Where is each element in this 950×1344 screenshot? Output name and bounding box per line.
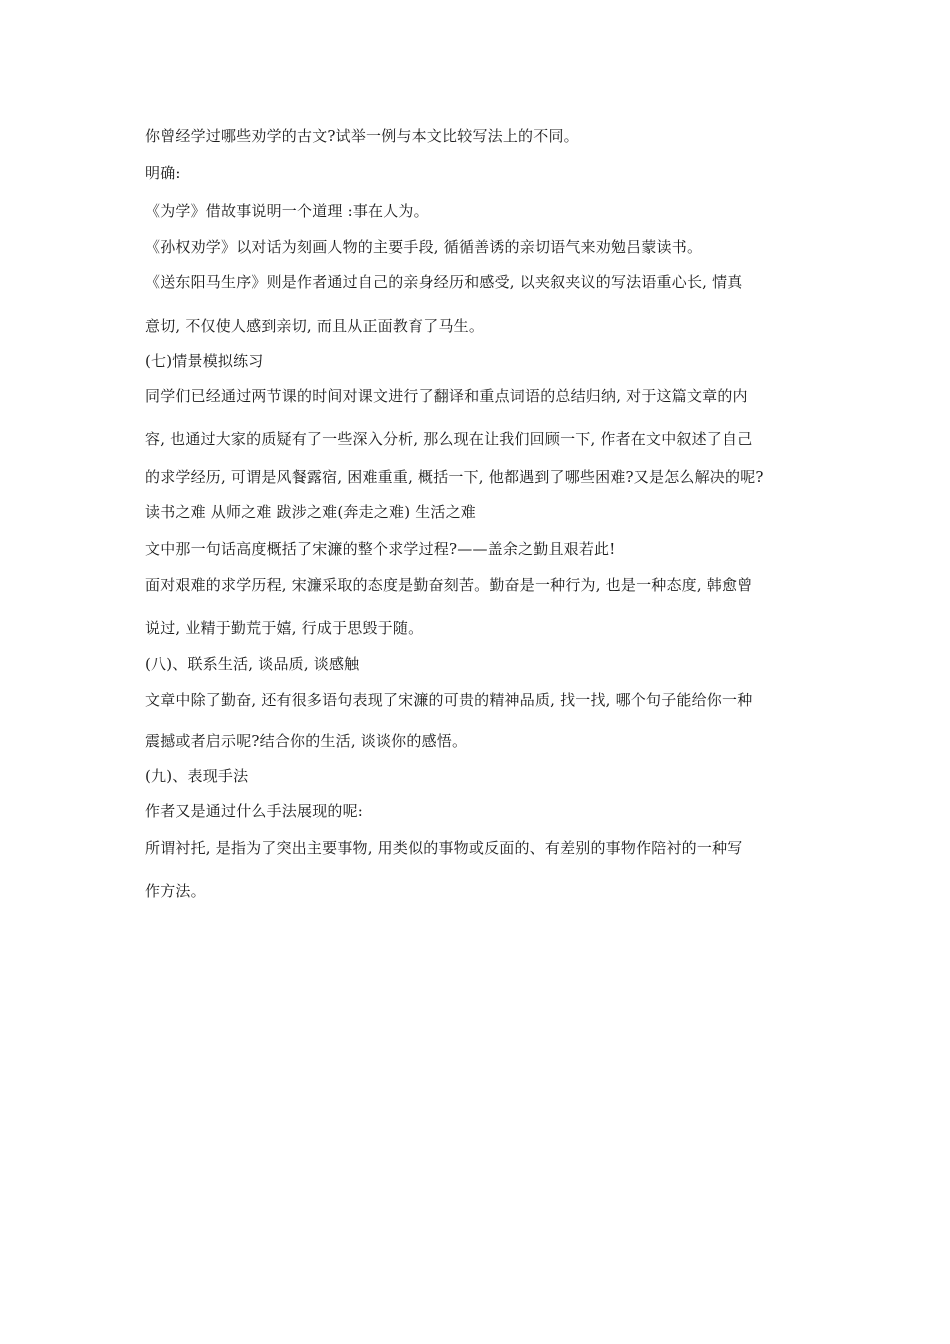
paragraph-qualities-line-2: 震撼或者启示呢?结合你的生活, 谈谈你的感悟。 [145,732,468,750]
section-heading-8: (八)、联系生活, 谈品质, 谈感触 [145,655,360,673]
paragraph-answer-label: 明确: [145,164,181,182]
paragraph-review-line-1: 同学们已经通过两节课的时间对课文进行了翻译和重点词语的总结归纳, 对于这篇文章的内 [145,387,748,405]
paragraph-weixue: 《为学》借故事说明一个道理 :事在人为。 [145,202,429,220]
paragraph-technique-question: 作者又是通过什么手法展现的呢: [145,802,364,820]
section-heading-7: (七)情景模拟练习 [145,352,264,370]
paragraph-summary-sentence: 文中那一句话高度概括了宋濂的整个求学过程?——盖余之勤且艰若此! [145,540,616,558]
difficulties-list: 读书之难 从师之难 跋涉之难(奔走之难) 生活之难 [145,503,477,521]
section-heading-9: (九)、表现手法 [145,767,249,785]
paragraph-attitude-line-1: 面对艰难的求学历程, 宋濂采取的态度是勤奋刻苦。勤奋是一种行为, 也是一种态度, 韩愈曾 [145,576,753,594]
paragraph-contrast-line-2: 作方法。 [145,882,206,900]
paragraph-sunquan: 《孙权劝学》以对话为刻画人物的主要手段, 循循善诱的亲切语气来劝勉吕蒙读书。 [145,238,703,256]
paragraph-attitude-line-2: 说过, 业精于勤荒于嬉, 行成于思毁于随。 [145,619,424,637]
paragraph-songdongyang-line-1: 《送东阳马生序》则是作者通过自己的亲身经历和感受, 以夹叙夹议的写法语重心长, 情真 [145,273,743,291]
paragraph-review-line-3: 的求学经历, 可谓是风餐露宿, 困难重重, 概括一下, 他都遇到了哪些困难?又是怎么解决的呢? [145,468,764,486]
paragraph-question: 你曾经学过哪些劝学的古文?试举一例与本文比较写法上的不同。 [145,127,579,145]
paragraph-review-line-2: 容, 也通过大家的质疑有了一些深入分析, 那么现在让我们回顾一下, 作者在文中叙述了自己 [145,430,753,448]
paragraph-songdongyang-line-2: 意切, 不仅使人感到亲切, 而且从正面教育了马生。 [145,317,485,335]
paragraph-qualities-line-1: 文章中除了勤奋, 还有很多语句表现了宋濂的可贵的精神品质, 找一找, 哪个句子能给你一种 [145,691,753,709]
paragraph-contrast-line-1: 所谓衬托, 是指为了突出主要事物, 用类似的事物或反面的、有差别的事物作陪衬的一种写 [145,839,743,857]
